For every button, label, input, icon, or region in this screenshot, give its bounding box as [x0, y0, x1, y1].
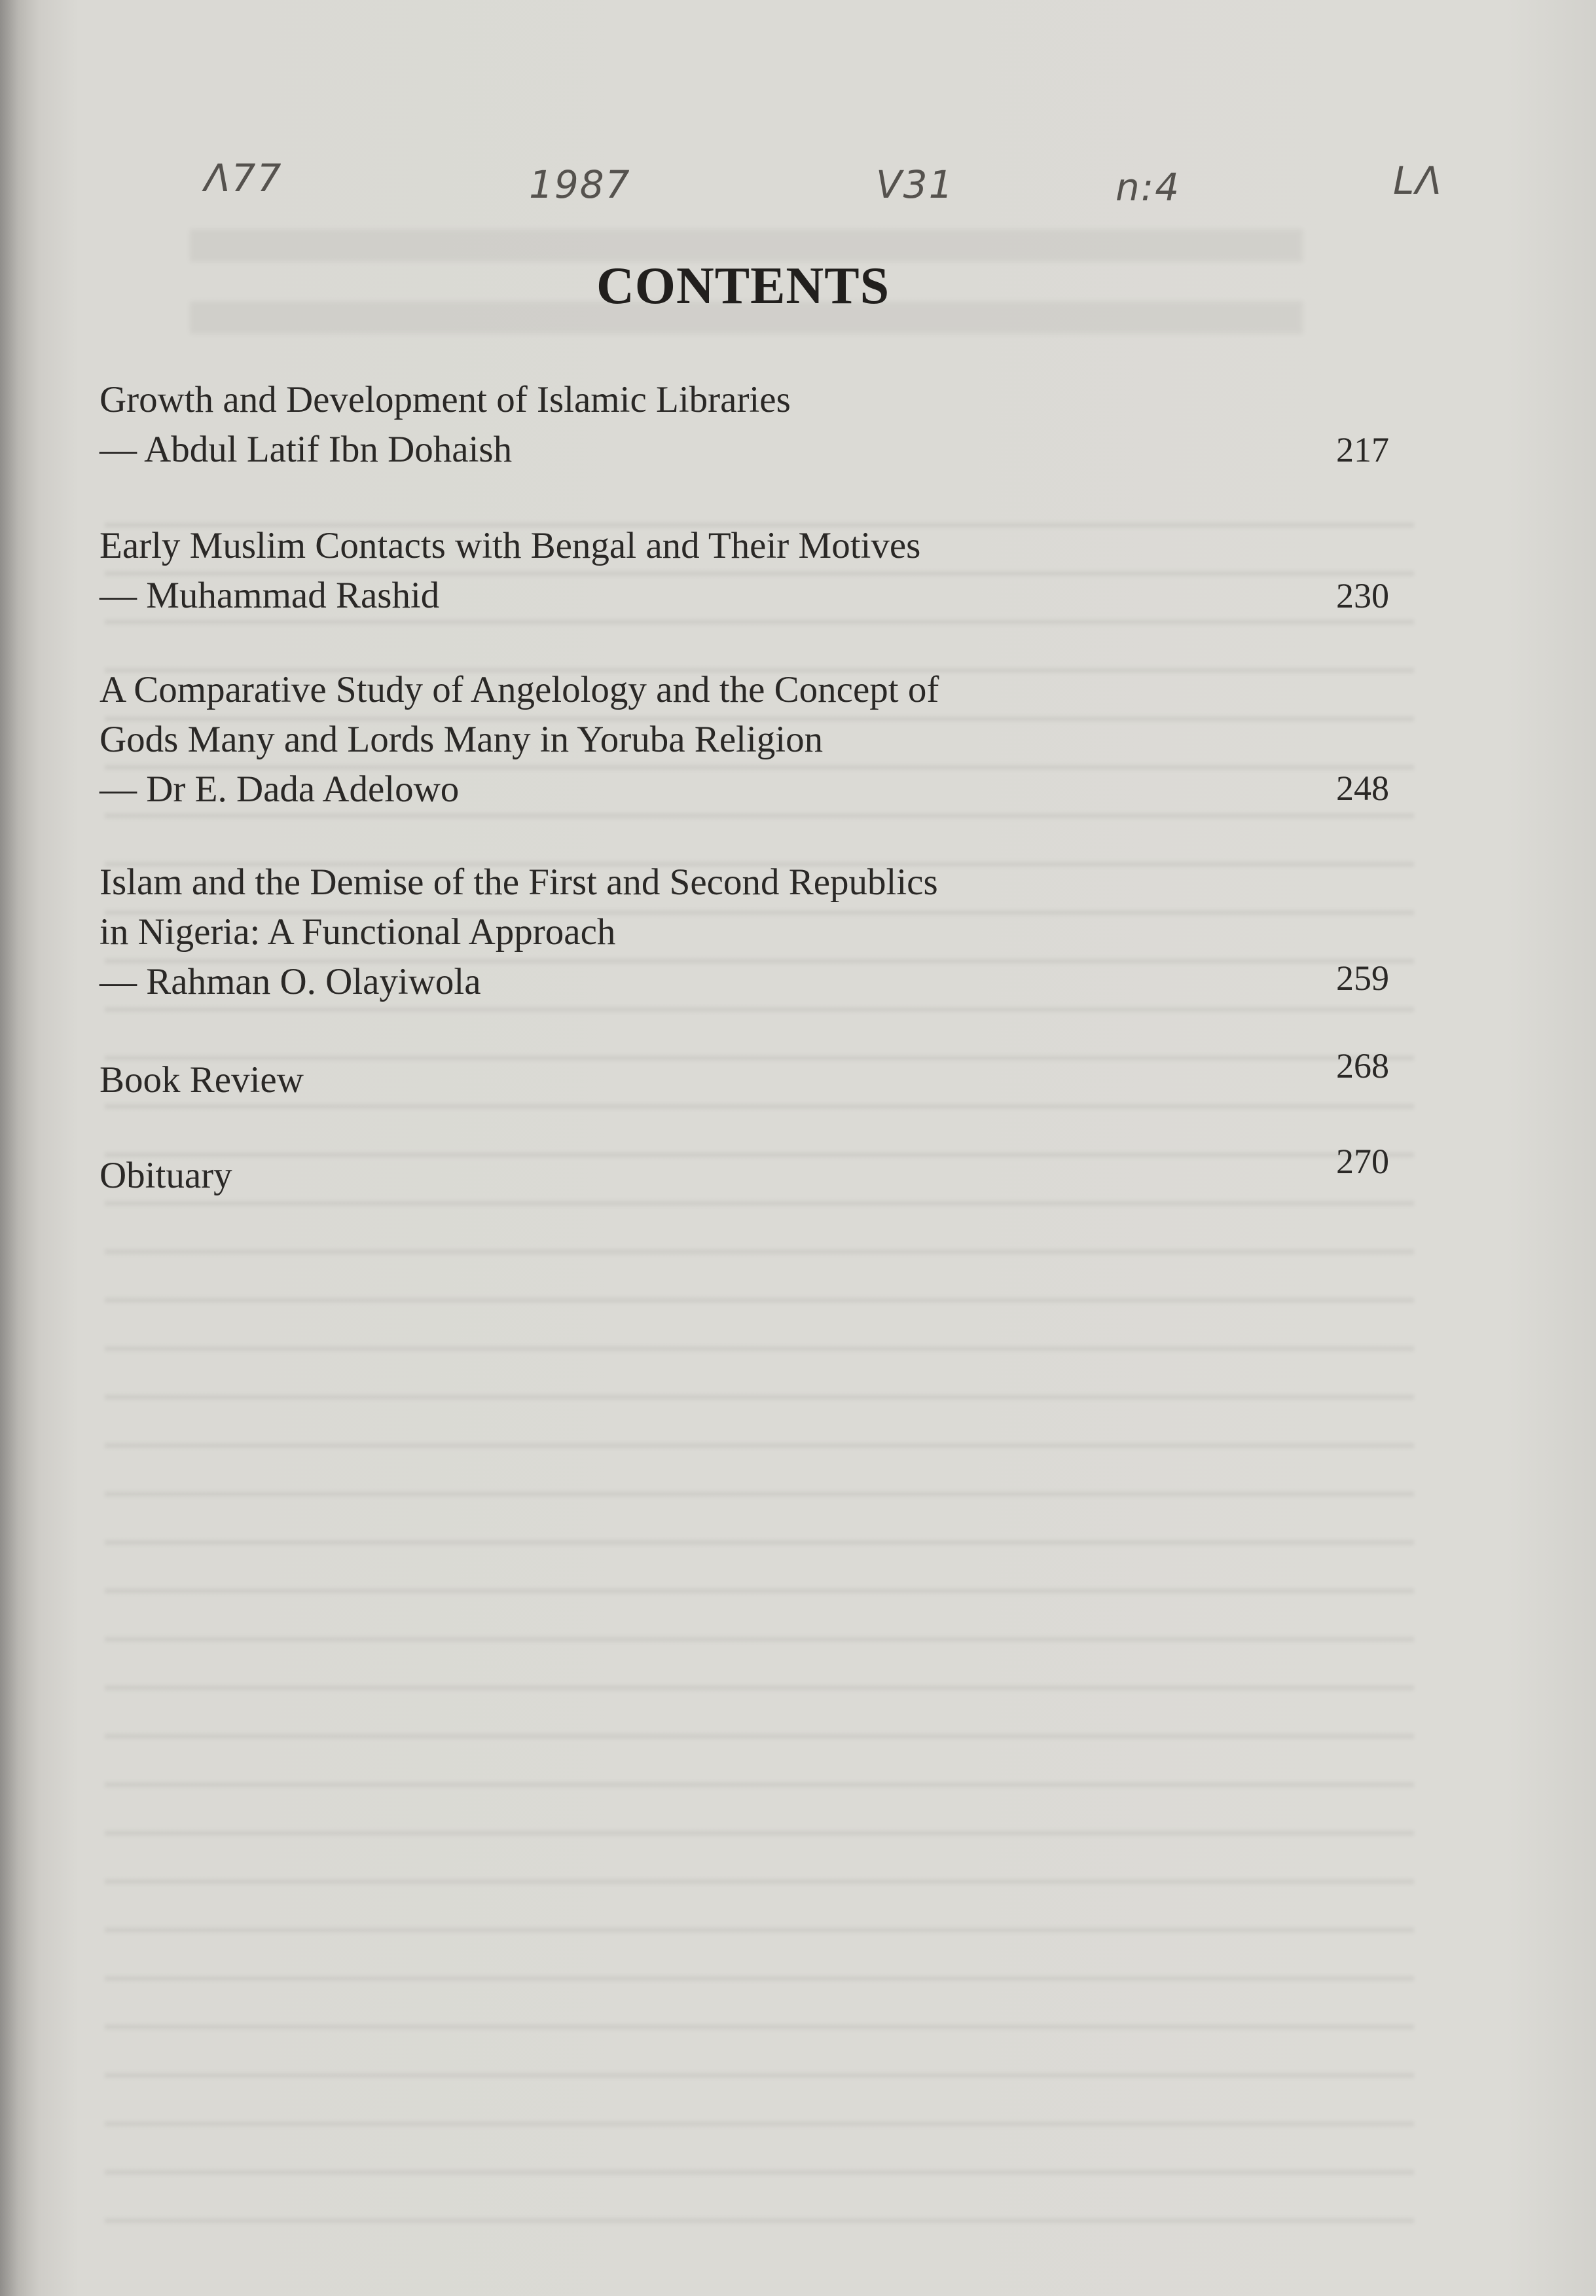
toc-entry[interactable] [100, 375, 1389, 475]
toc-entry-title: Islam and the Demise of the First and Second Republics [100, 862, 938, 903]
toc-page-number: 217 [1336, 430, 1389, 469]
toc-entry[interactable] [100, 1046, 1389, 1105]
toc-entry-title: Book Review [100, 1059, 304, 1101]
toc-page-number: 230 [1336, 576, 1389, 615]
page-title: CONTENTS [596, 257, 890, 315]
toc-entry-author: — Abdul Latif Ibn Dohaish [100, 429, 513, 470]
toc-entry[interactable] [100, 665, 1389, 814]
toc-entry-author: — Rahman O. Olayiwola [100, 961, 481, 1002]
toc-entry-title: Obituary [100, 1155, 232, 1196]
toc-entry-title-continued: Gods Many and Lords Many in Yoruba Religion [100, 719, 824, 760]
toc-entry-title: Early Muslim Contacts with Bengal and Their Motives [100, 525, 921, 566]
toc-entry-title-continued: in Nigeria: A Functional Approach [100, 911, 616, 953]
handwritten-note: V31 [876, 162, 954, 207]
toc-entry[interactable] [100, 521, 1389, 621]
handwritten-note: Λ77 [204, 156, 283, 200]
toc-entry-title: A Comparative Study of Angelology and the Concept of [100, 669, 939, 710]
toc-page-number: 270 [1336, 1142, 1389, 1181]
toc-entry[interactable] [100, 1142, 1389, 1201]
toc-page-number: 259 [1336, 958, 1389, 998]
toc-entry-title: Growth and Development of Islamic Libraries [100, 379, 791, 420]
toc-entry[interactable] [100, 858, 1389, 1007]
handwritten-note: n:4 [1115, 165, 1181, 210]
handwritten-note: 1987 [529, 162, 631, 207]
toc-page-number: 248 [1336, 769, 1389, 808]
handwritten-note: LΛ [1393, 158, 1443, 203]
toc-page-number: 268 [1336, 1046, 1389, 1085]
toc-entry-author: — Muhammad Rashid [100, 575, 440, 616]
toc-entry-author: — Dr E. Dada Adelowo [100, 769, 460, 810]
